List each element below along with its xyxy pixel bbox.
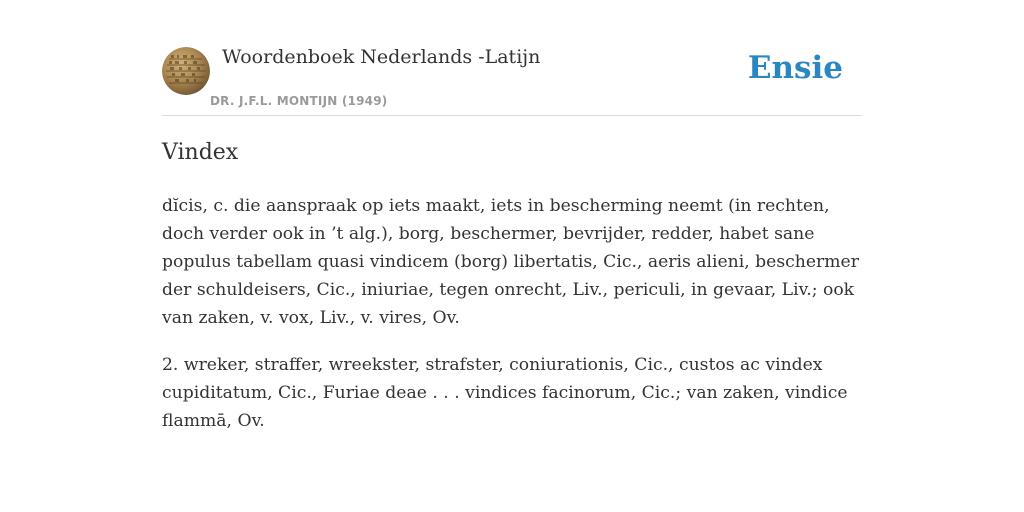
book-cover-icon[interactable] — [162, 47, 210, 95]
definition-paragraph: dĭcis, c. die aanspraak op iets maakt, iets in bescherming neemt (in rechten, doch verder ook in ’t alg.), borg, beschermer, bevrijder, redder, habet sane populus tabellam quasi vindicem (borg) libertatis, Cic., aeris alieni, beschermer der schuldeisers, Cic., iniuriae, tegen onrecht, Liv., periculi, in gevaar, Liv.; ook van zaken, v. vox, Liv., v. vires, Ov. — [162, 196, 859, 328]
header — [162, 0, 862, 116]
definition-paragraph: 2. wreker, straffer, wreekster, strafster, coniurationis, Cic., custos ac vindex cupiditatum, Cic., Furiae deae . . . vindices facinorum, Cic.; van zaken, vindice flammā, Ov. — [162, 355, 848, 431]
book-title[interactable]: Woordenboek Nederlands -Latijn — [222, 46, 541, 68]
entry-definition — [162, 192, 862, 454]
page — [162, 0, 862, 512]
entry-title: Vindex — [162, 140, 239, 165]
ensie-logo[interactable]: Ensie — [747, 50, 843, 86]
book-author: DR. J.F.L. MONTIJN (1949) — [210, 94, 388, 108]
